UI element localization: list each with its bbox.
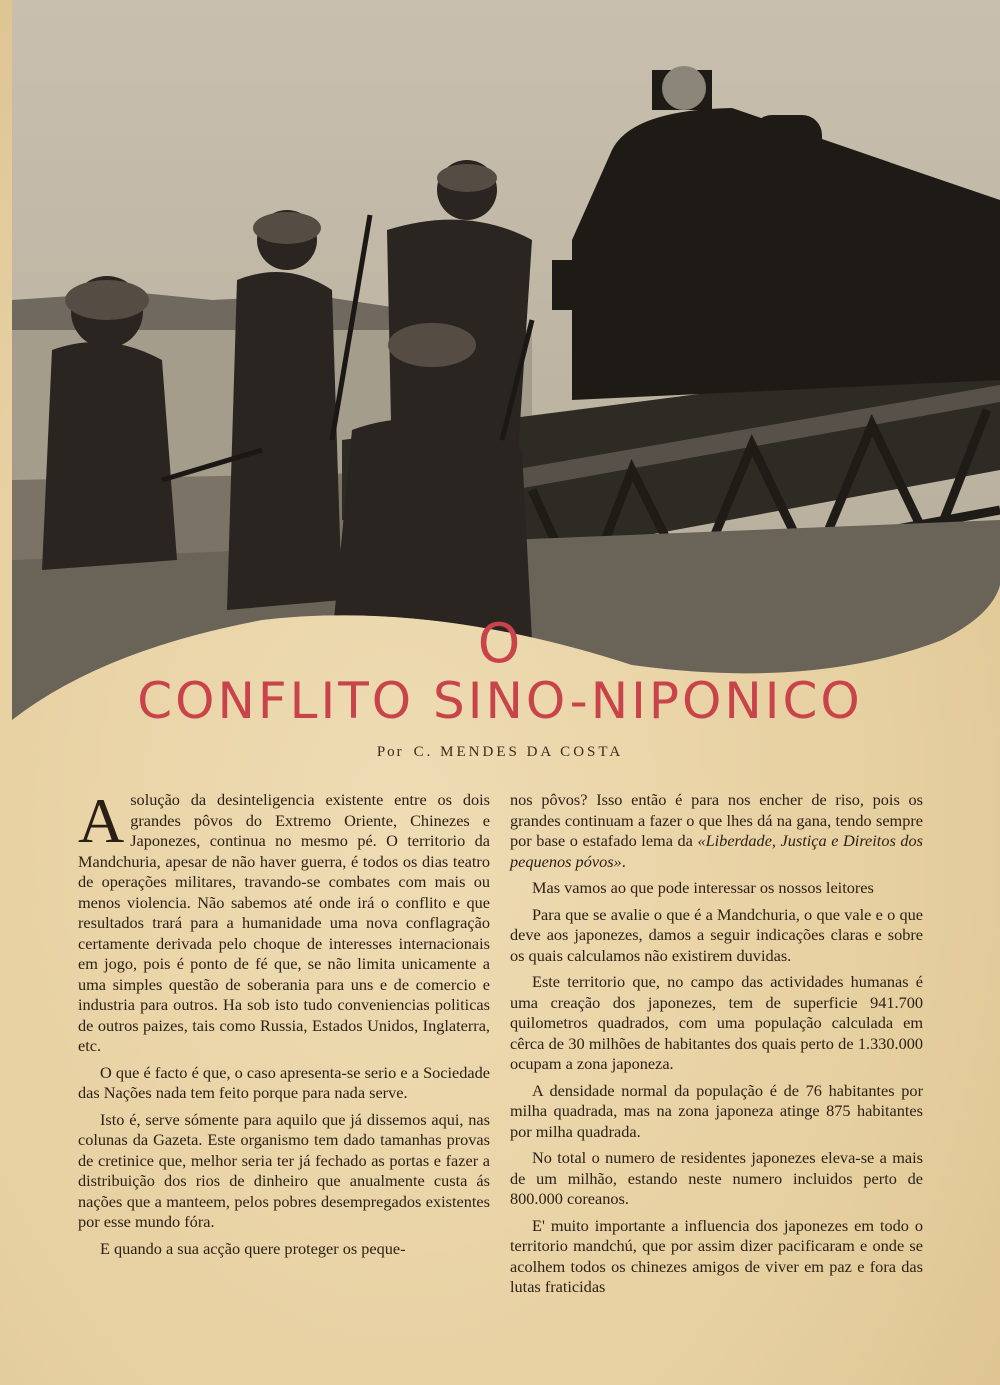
byline-author: C. MENDES DA COSTA	[413, 744, 624, 760]
paragraph: Este territorio que, no campo das actividades humanas é uma creação dos japonezes, tem de superficie 941.700 quilometros quadrados, com uma população calculada em cêrca de 30 milhões de habitantes dos quais perto de 1.330.000 ocupam a zona japoneza.	[510, 972, 923, 1073]
paragraph: Mas vamos ao que pode interessar os nossos leitores	[532, 878, 874, 897]
drop-cap: A	[78, 785, 125, 856]
paragraph: E quando a sua acção quere proteger os peque-	[100, 1238, 406, 1258]
paragraph-text: nos pôvos? Isso então é para nos encher de riso, pois os grandes continuam a fazer o que lhes dá na gana, tendo sempre por base o estafado lema da	[510, 790, 923, 850]
paragraph	[510, 790, 923, 872]
text-column-left	[78, 785, 490, 1265]
text-column-right	[510, 790, 923, 1304]
byline-prefix: Por	[376, 744, 404, 760]
motto-italic: «Liberdade, Justiça e Direitos dos pequenos póvos»	[510, 831, 923, 871]
paragraph: A densidade normal da população é de 76 habitantes por milha quadrada, mas na zona japoneza atinge 875 habitantes por milha quadrada.	[510, 1080, 923, 1141]
article-title: CONFLITO SINO-NIPONICO	[137, 672, 863, 730]
paragraph-text: solução da desinteligencia existente entre os dois grandes pôvos do Extremo Oriente, Chinezes e Japonezes, continua no mesmo pé. O territorio da Mandchuria, apesar de não haver guerra, é todos os dias teatro de operações militares, travando-se combates com mais ou menos violencia. Não sabemos até onde irá o conflito e que resultados trará para a humanidade uma nova conflagração certamente derivada pelo choque de interesses internacionais em jogo, pois é ponto de fé que, se não limita unicamente a uma simples questão de soberania para uns e de comercio e industria para outros. Ha sob isto tudo conveniencias politicas de outros paizes, tais como Russia, Estados Unidos, Inglaterra, etc.	[78, 790, 490, 1055]
byline	[0, 744, 1000, 761]
paragraph	[78, 785, 490, 1057]
paragraph: Para que se avalie o que é a Mandchuria, o que vale e o que deve aos japonezes, damos a seguir indicações claras e sobre os quais calculamos não existirem duvidas.	[510, 904, 923, 965]
title-line-1: O	[477, 612, 523, 675]
paragraph-end: .	[621, 851, 626, 871]
paragraph: No total o numero de residentes japonezes eleva-se a mais de um milhão, estando neste numero incluidos perto de 800.000 coreanos.	[510, 1148, 923, 1208]
paragraph: O que é facto é que, o caso apresenta-se serio e a Sociedade das Nações nada tem feito porque para nada serve.	[78, 1062, 490, 1102]
paragraph: E' muito importante a influencia dos japonezes em todo o territorio mandchú, que por assim dizer pacificaram e onde se acolhem todos os chinezes amigos de viver em paz e fora das lutas fraticidas	[510, 1215, 923, 1296]
paragraph: Isto é, serve sómente para aquilo que já dissemos aqui, nas colunas da Gazeta. Este organismo tem dado tamanhas provas de cretinice que, melhor seria ter já fechado as portas e fazer a distribuição dos rios de dinheiro que anualmente custa ás nações que a manteem, pelos pobres desempregados existentes por esse mundo fóra.	[78, 1109, 490, 1231]
